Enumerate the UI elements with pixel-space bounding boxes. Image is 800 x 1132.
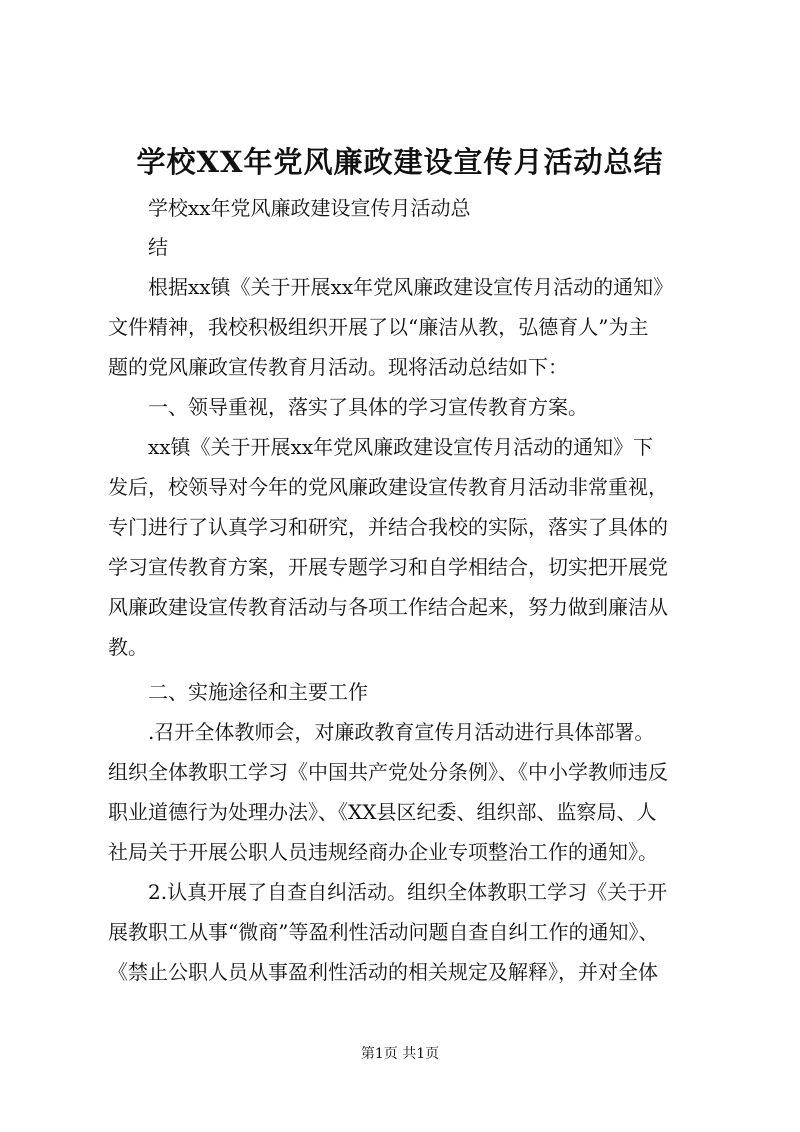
body-line-14: 职业道德行为处理办法》、《XX县区纪委、组织部、监察局、人 bbox=[108, 800, 657, 824]
body-line-9: 风廉政建设宣传教育活动与各项工作结合起来，努力做到廉洁从 bbox=[108, 595, 668, 619]
body-line-13: 组织全体教职工学习《中国共产党处分条例》、《中小学教师违反 bbox=[108, 760, 668, 784]
body-line-5: xx镇《关于开展xx年党风廉政建设宣传月活动的通知》下 bbox=[148, 435, 654, 459]
body-line-8: 学习宣传教育方案，开展专题学习和自学相结合，切实把开展党 bbox=[108, 555, 668, 579]
body-line-6: 发后，校领导对今年的党风廉政建设宣传教育月活动非常重视， bbox=[108, 475, 668, 499]
section-heading-2: 二、实施途径和主要工作 bbox=[148, 680, 368, 704]
body-line-18: 《禁止公职人员从事盈利性活动的相关规定及解释》，并对全体 bbox=[108, 960, 658, 984]
body-line-16: 2.认真开展了自查自纠活动。组织全体教职工学习《关于开 bbox=[148, 880, 668, 904]
subtitle-line-2: 结 bbox=[148, 235, 168, 259]
body-line-10: 教。 bbox=[108, 635, 148, 659]
body-line-12: .召开全体教师会，对廉政教育宣传月活动进行具体部署。 bbox=[148, 720, 655, 744]
body-line-1: 根据xx镇《关于开展xx年党风廉政建设宣传月活动的通知》 bbox=[148, 275, 674, 299]
body-line-17: 展教职工从事“微商”等盈利性活动问题自查自纠工作的通知》、 bbox=[108, 920, 659, 944]
page-number-footer: 第1页 共1页 bbox=[360, 1046, 440, 1062]
body-line-2: 文件精神，我校积极组织开展了以“廉洁从教，弘德育人”为主 bbox=[108, 315, 649, 339]
subtitle-line-1: 学校xx年党风廉政建设宣传月活动总 bbox=[148, 196, 471, 220]
body-line-15: 社局关于开展公职人员违规经商办企业专项整治工作的通知》。 bbox=[108, 840, 658, 864]
document-title: 学校XX年党风廉政建设宣传月活动总结 bbox=[136, 145, 664, 179]
section-heading-1: 一、领导重视，落实了具体的学习宣传教育方案。 bbox=[148, 395, 588, 419]
body-line-7: 专门进行了认真学习和研究，并结合我校的实际，落实了具体的 bbox=[108, 515, 668, 539]
body-line-3: 题的党风廉政宣传教育月活动。现将活动总结如下： bbox=[108, 355, 568, 379]
